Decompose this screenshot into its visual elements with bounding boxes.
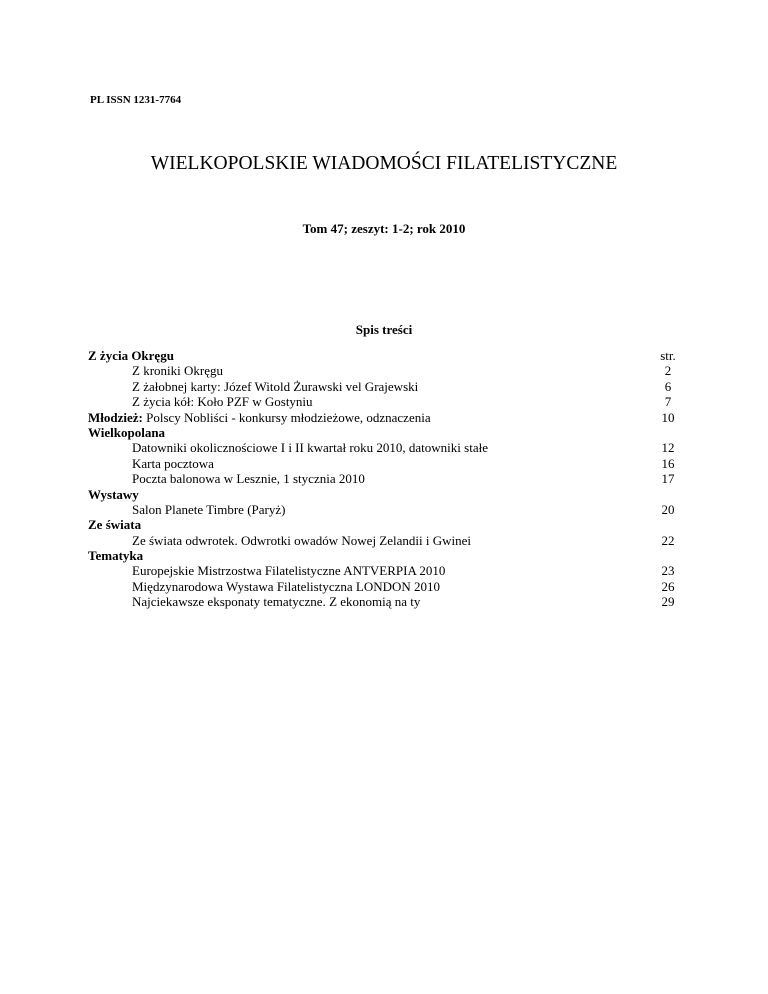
toc-item-label: Z żałobnej karty: Józef Witold Żurawski vel Grajewski [132, 378, 419, 394]
toc-page-number: 17 [661, 471, 675, 487]
toc-item-label: Z życia kół: Koło PZF w Gostyniu [132, 394, 313, 410]
toc-section-label: Z życia Okręgu [88, 348, 174, 363]
toc-page-number: 16 [661, 455, 675, 471]
toc-item-label: Polscy Nobliści - konkursy młodzieżowe, odznaczenia [142, 409, 431, 425]
toc-item-label: Salon Planete Timbre (Paryż) [132, 501, 286, 517]
toc-row [88, 394, 688, 409]
toc-section-label: Młodzież: [88, 409, 143, 425]
toc-row-section-mlodziez [88, 410, 688, 425]
toc-page-number: 12 [661, 440, 675, 456]
toc-row-section-wielkopolana [88, 425, 688, 440]
toc-page-number: 22 [661, 532, 675, 548]
issn-number: PL ISSN 1231-7764 [90, 94, 182, 106]
toc-row [88, 579, 688, 594]
toc-row [88, 563, 688, 578]
toc-page-number: 2 [664, 363, 672, 379]
toc-heading: Spis treści [355, 322, 413, 337]
toc-item-label: Datowniki okolicznościowe I i II kwartał roku 2010, datowniki stałe [132, 440, 488, 456]
toc-page-number: 29 [661, 594, 675, 610]
toc-item-label: Poczta balonowa w Lesznie, 1 stycznia 2010 [132, 471, 365, 487]
toc-row-section-ze-swiata [88, 517, 688, 532]
toc-row [88, 594, 688, 609]
toc-row [88, 379, 688, 394]
toc-page-number: 6 [664, 378, 672, 394]
toc-item-label: Najciekawsze eksponaty tematyczne. Z ekonomią na ty [132, 594, 421, 610]
toc-row [88, 440, 688, 455]
toc-page-number: 7 [664, 394, 672, 410]
toc-page-number: 20 [661, 501, 675, 517]
toc-row-section-tematyka [88, 548, 688, 563]
toc-row [88, 471, 688, 486]
toc-page-column-label: str. [660, 348, 676, 363]
toc-row [88, 456, 688, 471]
volume-info: Tom 47; zeszyt: 1-2; rok 2010 [302, 221, 466, 236]
toc-item-label: Karta pocztowa [132, 455, 214, 471]
toc-row [88, 533, 688, 548]
toc-page-number: 23 [661, 563, 675, 579]
toc-section-label: Wystawy [88, 486, 139, 502]
toc-page-number: 26 [661, 578, 675, 594]
toc-row-section-wystawy [88, 487, 688, 502]
toc-section-label: Wielkopolana [88, 424, 166, 440]
toc-row [88, 363, 688, 378]
toc-inline-section [88, 410, 431, 425]
toc-item-label: Międzynarodowa Wystawa Filatelistyczna LONDON 2010 [132, 578, 441, 594]
toc-row-section-z-zycia-okregu [88, 348, 688, 363]
toc-item-label: Ze świata odwrotek. Odwrotki owadów Nowej Zelandii i Gwinei [132, 532, 472, 548]
table-of-contents [88, 348, 688, 610]
toc-item-label: Europejskie Mistrzostwa Filatelistyczne ANTVERPIA 2010 [132, 563, 446, 579]
toc-section-label: Ze świata [88, 517, 142, 533]
toc-page-number: 10 [661, 409, 675, 425]
toc-section-label: Tematyka [88, 548, 144, 564]
journal-title: WIELKOPOLSKIE WIADOMOŚCI FILATELISTYCZNE [150, 153, 618, 174]
toc-row [88, 502, 688, 517]
toc-item-label: Z kroniki Okręgu [132, 363, 223, 379]
